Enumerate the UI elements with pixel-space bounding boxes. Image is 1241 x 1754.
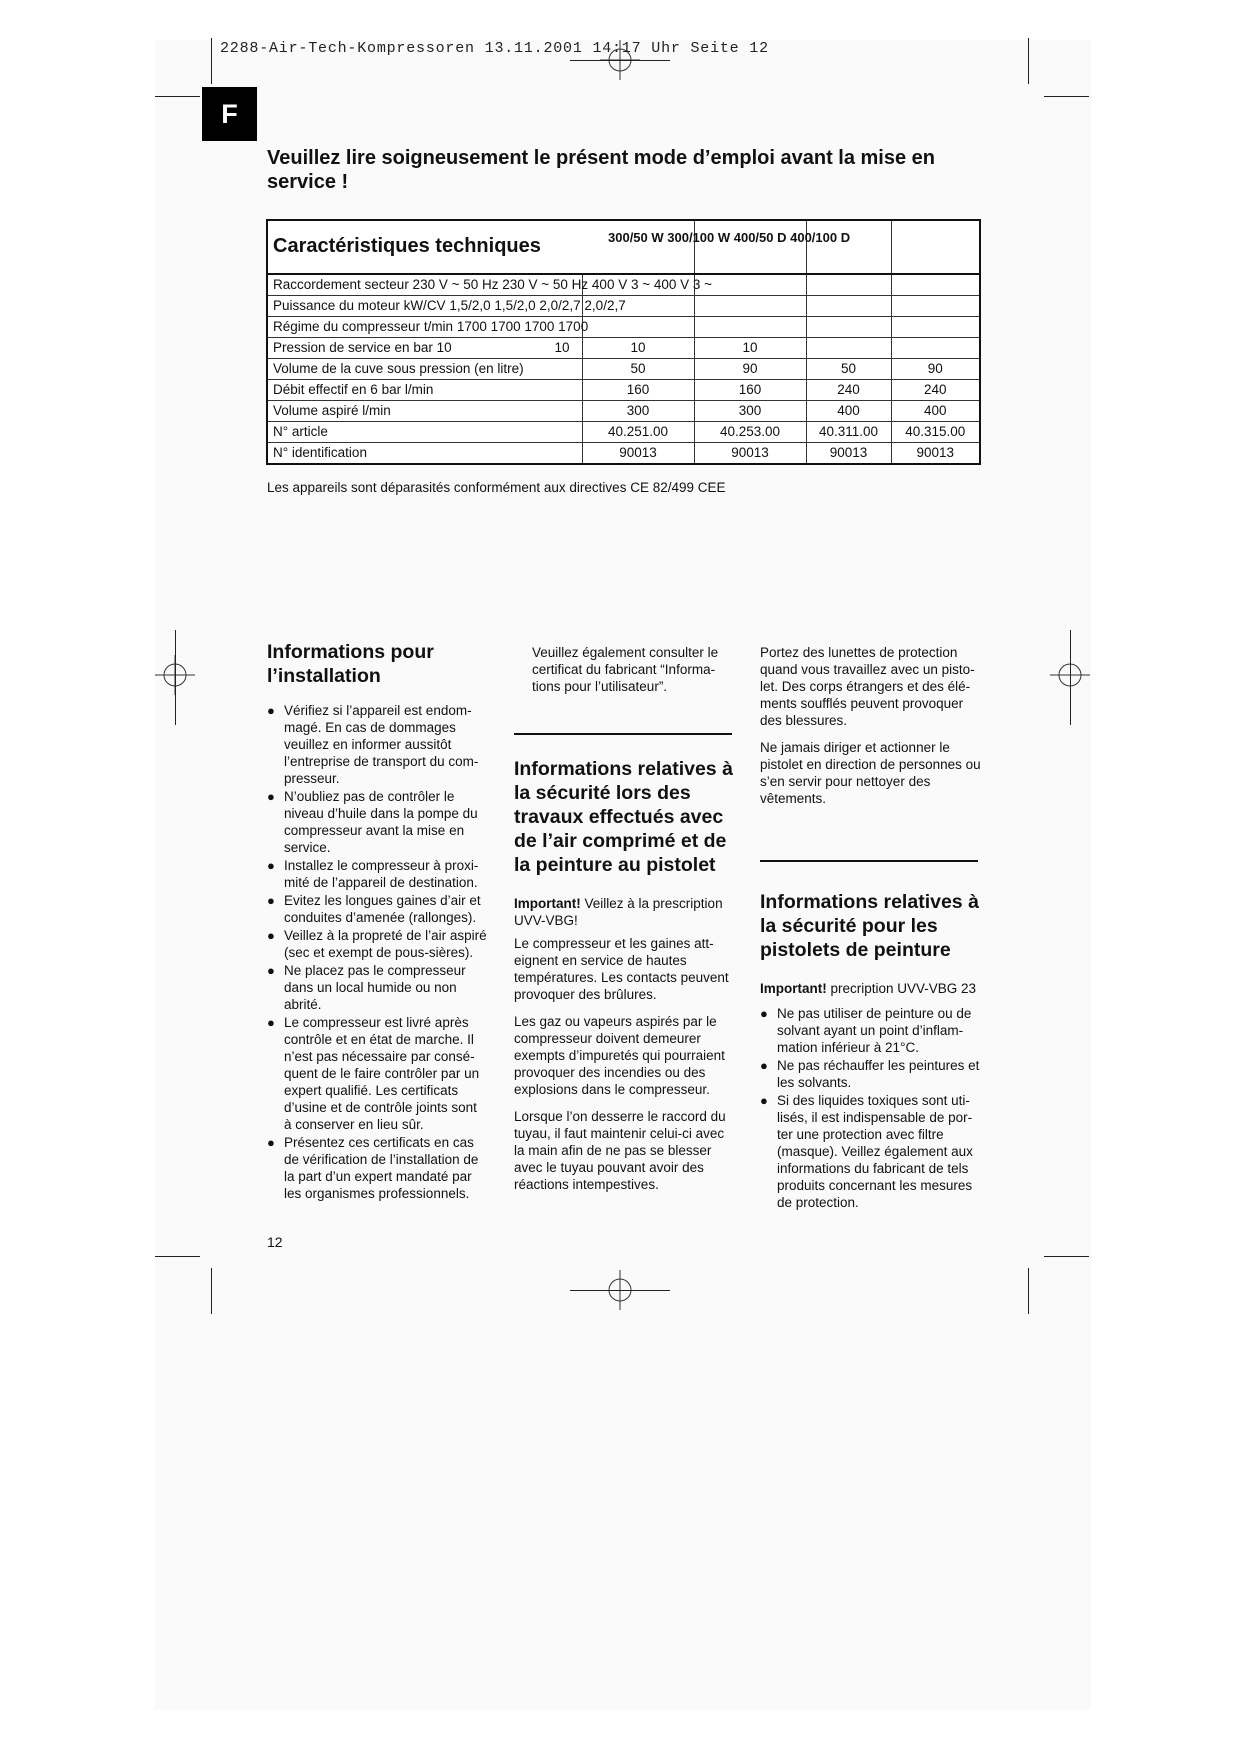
crop-mark <box>155 96 200 97</box>
paragraph: Les gaz ou vapeurs aspirés par le compresseur doivent demeurer exempts d’impuretés qui pourraient provoquer des incendies ou des explosions dans le compresseur. <box>514 1014 725 1097</box>
paragraph: Lorsque l’on desserre le raccord du tuyau, il faut maintenir celui-ci avec la main afin de ne pas se blesser avec le tuyau pouvant avoir des réactions intempestives. <box>514 1109 726 1192</box>
compressed-air-section <box>514 644 736 701</box>
list-item-text: Veillez à la propreté de l’air aspiré (sec et exempt de pous-sières). <box>284 928 487 960</box>
spec-label: Volume de la cuve sous pression (en litre) <box>267 359 582 380</box>
spec-value: 90 <box>891 359 980 380</box>
paragraph: Portez des lunettes de protection quand vous travaillez avec un pisto-let. Des corps étrangers et des élé-ments soufflés peuvent provoquer des blessures. <box>760 645 975 728</box>
important-note: Important! Veillez à la prescription UVV-VBG! <box>514 896 723 928</box>
spec-extra-value: 10 <box>554 340 570 355</box>
spec-value: 300 <box>582 401 694 422</box>
spec-label: Puissance du moteur kW/CV 1,5/2,0 1,5/2,0 2,0/2,7 2,0/2,7 <box>267 296 582 317</box>
list-item <box>267 927 487 961</box>
compressed-air-title: Informations relatives à la sécurité lors des travaux effectués avec de l’air comprimé et de la peinture au pistolet <box>514 758 733 876</box>
table-title-cell: Caractéristiques techniques <box>267 220 582 274</box>
paint-gun-safety <box>760 890 982 1212</box>
spec-value <box>891 296 980 317</box>
crop-mark <box>1044 1256 1089 1257</box>
list-item <box>760 1057 982 1091</box>
spec-value: 240 <box>891 380 980 401</box>
spec-value: 400 <box>806 401 891 422</box>
crop-mark <box>1044 96 1089 97</box>
spec-value: 10 <box>694 338 806 359</box>
spec-label: Volume aspiré l/min <box>267 401 582 422</box>
section-divider <box>760 860 978 862</box>
spec-value: 160 <box>582 380 694 401</box>
spec-value: 400 <box>891 401 980 422</box>
page-number: 12 <box>267 1234 283 1250</box>
list-item <box>267 702 487 787</box>
spec-value: 50 <box>582 359 694 380</box>
crop-mark <box>570 1290 670 1291</box>
table-row <box>267 274 980 296</box>
spec-value <box>891 274 980 296</box>
intro-heading: Veuillez lire soigneusement le présent mode d’emploi avant la mise en service ! <box>267 147 935 193</box>
bullet-icon: ● <box>760 1093 768 1108</box>
spec-value: 90013 <box>694 443 806 465</box>
bullet-icon: ● <box>267 928 275 943</box>
list-item-text: Installez le compresseur à proxi-mité de l’appareil de destination. <box>284 858 479 890</box>
table-row <box>267 338 980 359</box>
spec-value <box>891 317 980 338</box>
list-item <box>267 1014 487 1133</box>
spec-label: Pression de service en bar 10 10 <box>267 338 582 359</box>
spec-value: 50 <box>806 359 891 380</box>
spec-value <box>806 338 891 359</box>
bullet-icon: ● <box>267 858 275 873</box>
print-header: 2288-Air-Tech-Kompressoren 13.11.2001 14:17 Uhr Seite 12 <box>220 40 769 57</box>
spec-value <box>694 317 806 338</box>
list-item <box>267 1134 487 1202</box>
spec-value: 90013 <box>582 443 694 465</box>
installation-list <box>267 702 487 1202</box>
certificate-note: Veuillez également consulter le certificat du fabricant “Informa-tions pour l’utilisateur”. <box>532 645 719 694</box>
tech-specs-table <box>266 219 981 276</box>
list-item-text: Ne placez pas le compresseur dans un local humide ou non abrité. <box>284 963 466 1012</box>
spec-value: 40.251.00 <box>582 422 694 443</box>
spec-value: 40.315.00 <box>891 422 980 443</box>
table-row <box>267 317 980 338</box>
section-divider <box>514 733 732 735</box>
crop-mark <box>1070 630 1071 725</box>
bullet-icon: ● <box>267 893 275 908</box>
list-item-text: Si des liquides toxiques sont uti-lisés, il est indispensable de por-ter une protection avec filtre (masque). Veillez également aux informations du fabricant de tels produits concernant les mesures de protection. <box>777 1093 973 1210</box>
spec-value <box>806 317 891 338</box>
list-item-text: Présentez ces certificats en cas de vérification de l’installation de la part d’un expert mandaté par les organismes professionnels. <box>284 1135 479 1201</box>
bullet-icon: ● <box>267 703 275 718</box>
crop-mark <box>1028 1268 1029 1314</box>
compressed-air-paragraphs <box>514 935 736 1193</box>
spec-value: 300 <box>694 401 806 422</box>
ce-note: Les appareils sont déparasités conformément aux directives CE 82/499 CEE <box>267 480 726 495</box>
compressed-air-safety <box>514 757 736 1203</box>
spec-value: 10 <box>582 338 694 359</box>
bullet-icon: ● <box>760 1058 768 1073</box>
table-row <box>267 359 980 380</box>
crop-mark <box>211 1268 212 1314</box>
spec-value: 40.311.00 <box>806 422 891 443</box>
installation-section <box>267 640 487 1203</box>
list-item-text: Vérifiez si l’appareil est endom-magé. En cas de dommages veuillez en informer aussitôt l’entreprise de transport du com-presseur. <box>284 703 479 786</box>
spec-value <box>806 274 891 296</box>
list-item <box>267 892 487 926</box>
crop-mark <box>211 38 212 84</box>
spec-value <box>694 296 806 317</box>
crop-mark <box>1028 38 1029 84</box>
bullet-icon: ● <box>267 789 275 804</box>
spec-value <box>806 296 891 317</box>
list-item <box>267 788 487 856</box>
list-item <box>267 962 487 1013</box>
table-row <box>267 422 980 443</box>
table-row <box>267 296 980 317</box>
installation-title: Informations pour l’installation <box>267 641 434 687</box>
paint-gun-title: Informations relatives à la sécurité pour les pistolets de peinture <box>760 891 979 961</box>
list-item-text: Le compresseur est livré après contrôle et en état de marche. Il n’est pas nécessaire par consé-quent de le faire contrôler par un expert qualifié. Les certificats d’usine et de contrôle joints sont à conserver en lieu sûr. <box>284 1015 480 1132</box>
crop-mark <box>175 630 176 725</box>
list-item <box>267 857 487 891</box>
spec-value: 90 <box>694 359 806 380</box>
spec-value: 90013 <box>891 443 980 465</box>
bullet-icon: ● <box>267 963 275 978</box>
bullet-icon: ● <box>760 1006 768 1021</box>
spec-value: 160 <box>694 380 806 401</box>
spec-label: N° article <box>267 422 582 443</box>
paragraph: Ne jamais diriger et actionner le pistolet en direction de personnes ou s’en servir pour nettoyer des vêtements. <box>760 740 981 806</box>
spec-label: Débit effectif en 6 bar l/min <box>267 380 582 401</box>
bullet-icon: ● <box>267 1015 275 1030</box>
spec-label: Raccordement secteur 230 V ~ 50 Hz 230 V ~ 50 Hz 400 V 3 ~ 400 V 3 ~ <box>267 274 582 296</box>
tech-specs-rows <box>266 273 981 465</box>
bullet-icon: ● <box>267 1135 275 1150</box>
spec-value <box>582 317 694 338</box>
table-models-header: 300/50 W 300/100 W 400/50 D 400/100 D <box>608 230 851 245</box>
list-item-text: Ne pas utiliser de peinture ou de solvant ayant un point d’inflam-mation inférieur à 21°C. <box>777 1006 972 1055</box>
table-row <box>267 443 980 465</box>
language-tab: F <box>202 87 257 141</box>
list-item-text: Evitez les longues gaines d’air et conduites d’amenée (rallonges). <box>284 893 481 925</box>
paint-gun-list <box>760 1005 982 1211</box>
table-header-row <box>267 220 980 274</box>
crop-mark <box>570 60 670 61</box>
list-item-text: Ne pas réchauffer les peintures et les solvants. <box>777 1058 980 1090</box>
list-item <box>760 1005 982 1056</box>
list-item-text: N’oubliez pas de contrôler le niveau d’huile dans la pompe du compresseur avant la mise en service. <box>284 789 478 855</box>
paragraph: Le compresseur et les gaines att-eignent en service de hautes températures. Les contacts peuvent provoquer des brûlures. <box>514 936 729 1002</box>
paint-gun-section <box>760 644 982 817</box>
spec-value <box>891 338 980 359</box>
spec-label: N° identification <box>267 443 582 465</box>
spec-value: 40.253.00 <box>694 422 806 443</box>
important-note: Important! precription UVV-VBG 23 <box>760 981 977 996</box>
table-row <box>267 380 980 401</box>
crop-mark <box>155 1256 200 1257</box>
spec-value: 90013 <box>806 443 891 465</box>
spec-label: Régime du compresseur t/min 1700 1700 1700 1700 <box>267 317 582 338</box>
list-item <box>760 1092 982 1211</box>
table-row <box>267 401 980 422</box>
spec-value: 240 <box>806 380 891 401</box>
goggles-paragraphs <box>760 644 982 807</box>
